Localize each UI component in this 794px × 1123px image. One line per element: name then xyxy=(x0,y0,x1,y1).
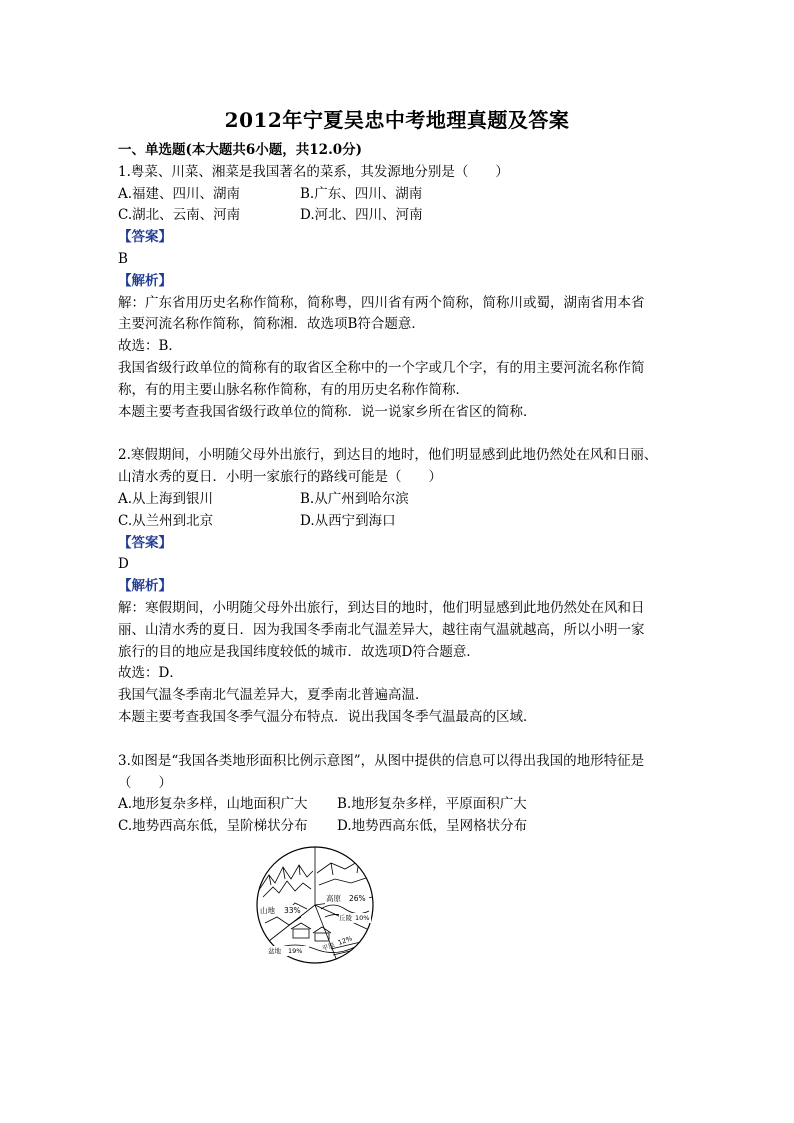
q2-analysis-line: 我国气温冬季南北气温差异大，夏季南北普遍高温． xyxy=(118,687,429,704)
question-3-stem-line: （ ） xyxy=(118,774,172,791)
question-1-options-row-2 xyxy=(118,205,688,227)
q2-analysis-line: 解：寒假期间，小明随父母外出旅行，到达目的地时，他们明显感到此地仍然处在风和日 xyxy=(118,599,645,616)
q3-option-c: C.地势西高东低，呈阶梯状分布 xyxy=(118,818,308,835)
q2-analysis-line: 故选：D． xyxy=(118,665,183,682)
page-title: 2012年宁夏吴忠中考地理真题及答案 xyxy=(224,108,570,132)
q3-option-b: B.地形复杂多样，平原面积广大 xyxy=(337,796,527,813)
q1-analysis-line: 故选：B． xyxy=(118,338,182,355)
q2-analysis-line: 本题主要考查我国冬季气温分布特点．说出我国冬季气温最高的区域． xyxy=(118,708,537,725)
plateau-label: 高原 xyxy=(326,894,341,903)
question-2-stem-line: 山清水秀的夏日．小明一家旅行的路线可能是（ ） xyxy=(118,469,442,486)
question-1-stem: 1.粤菜、川菜、湘菜是我国著名的菜系，其发源地分别是（ ） xyxy=(118,163,509,180)
q2-analysis-line: 丽、山清水秀的夏日．因为我国冬季南北气温差异大，越往南气温就越高，所以小明一家 xyxy=(118,621,645,638)
plain-percent: 12% xyxy=(336,934,354,947)
mountain-percent: 33% xyxy=(284,906,301,915)
q1-analysis-line: 主要河流名称作简称，简称湘．故选项B符合题意． xyxy=(118,316,425,333)
q1-option-b: B.广东、四川、湖南 xyxy=(300,185,423,202)
q1-option-d: D.河北、四川、河南 xyxy=(300,207,423,224)
question-3-options-row-2 xyxy=(118,816,688,838)
q1-option-a: A.福建、四川、湖南 xyxy=(118,185,241,202)
question-1-options-row-1 xyxy=(118,184,688,206)
q2-analysis-line: 旅行的目的地应是我国纬度较低的城市．故选项D符合题意． xyxy=(118,643,480,660)
terrain-area-figure xyxy=(255,845,375,965)
q1-analysis-line: 称，有的用主要山脉名称作简称，有的用历史名称作简称． xyxy=(118,381,469,398)
q2-analysis-label: 【解析】 xyxy=(118,578,172,595)
basin-label: 盆地 xyxy=(268,947,281,955)
q1-analysis-label: 【解析】 xyxy=(118,272,172,289)
question-3-options-row-1 xyxy=(118,794,688,816)
q1-answer: B xyxy=(118,250,128,267)
q2-option-d: D.从西宁到海口 xyxy=(300,512,396,529)
question-3-stem-line: 3.如图是“我国各类地形面积比例示意图”，从图中提供的信息可以得出我国的地形特征是 xyxy=(118,752,645,769)
q3-option-a: A.地形复杂多样，山地面积广大 xyxy=(118,796,308,813)
question-2-stem-line: 2.寒假期间，小明随父母外出旅行，到达目的地时，他们明显感到此地仍然处在风和日丽、 xyxy=(118,447,658,464)
q2-answer-label: 【答案】 xyxy=(118,534,172,551)
basin-percent: 19% xyxy=(288,947,303,955)
plateau-percent: 26% xyxy=(349,894,366,903)
q1-analysis-line: 本题主要考查我国省级行政单位的简称．说一说家乡所在省区的简称． xyxy=(118,403,537,420)
q2-option-a: A.从上海到银川 xyxy=(118,490,214,507)
q1-answer-label: 【答案】 xyxy=(118,229,172,246)
q2-answer: D xyxy=(118,556,129,573)
plain-label: 平原 xyxy=(320,940,336,953)
q1-analysis-line: 解：广东省用历史名称作简称，简称粤，四川省有两个简称，简称川或蜀，湖南省用本省 xyxy=(118,294,645,311)
q3-option-d: D.地势西高东低，呈网格状分布 xyxy=(337,818,528,835)
mountain-label: 山地 xyxy=(260,906,275,915)
hill-percent: 10% xyxy=(355,914,370,922)
q2-option-b: B.从广州到哈尔滨 xyxy=(300,490,409,507)
question-2-options-row-2 xyxy=(118,511,688,533)
q1-analysis-line: 我国省级行政单位的简称有的取省区全称中的一个字或几个字，有的用主要河流名称作简 xyxy=(118,359,645,376)
exam-content xyxy=(118,140,688,838)
hill-label: 丘陵 xyxy=(339,914,352,922)
q1-option-c: C.湖北、云南、河南 xyxy=(118,207,241,224)
q2-option-c: C.从兰州到北京 xyxy=(118,512,214,529)
question-2-options-row-1 xyxy=(118,489,688,511)
spacer xyxy=(118,729,688,751)
spacer xyxy=(118,423,688,445)
section-heading: 一、单选题(本大题共6小题，共12.0分) xyxy=(118,142,363,158)
